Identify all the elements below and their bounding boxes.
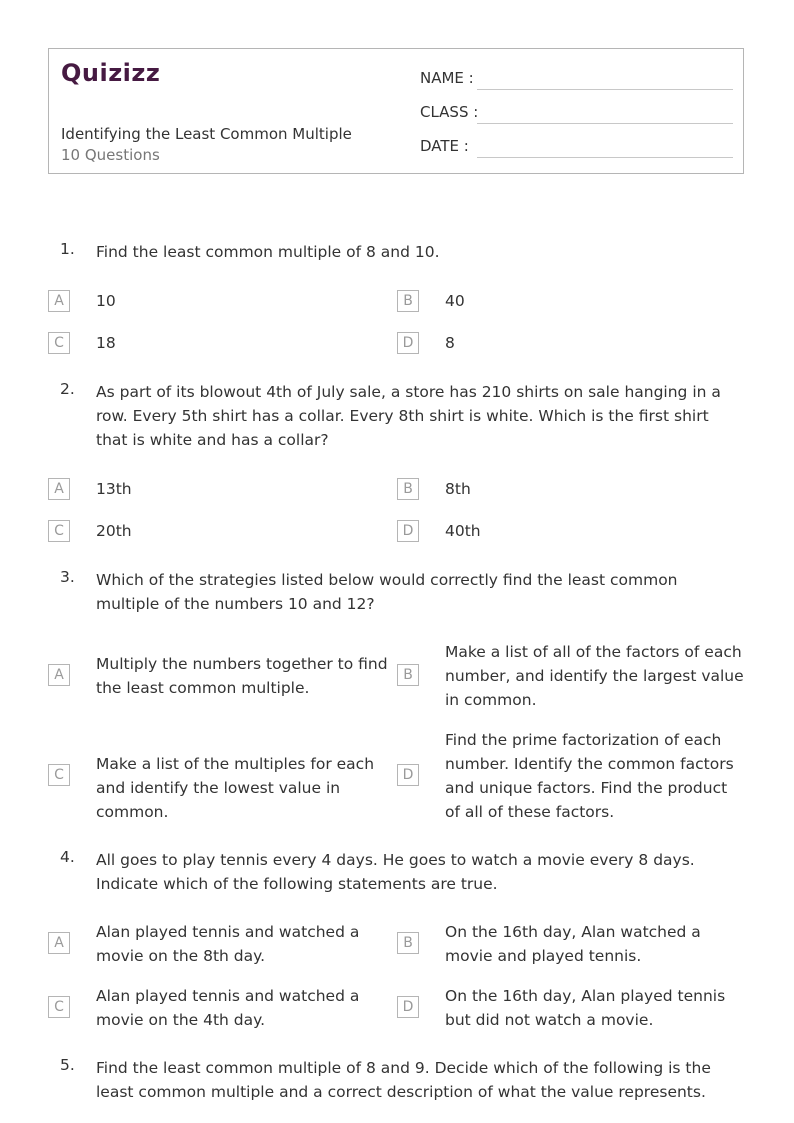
- option-letter[interactable]: A: [48, 932, 70, 954]
- option-letter[interactable]: D: [397, 332, 419, 354]
- option-text: 40: [445, 292, 465, 310]
- option-text: 20th: [96, 522, 132, 540]
- option-letter[interactable]: B: [397, 290, 419, 312]
- question-text: All goes to play tennis every 4 days. He goes to watch a movie every 8 days. Indicate which of the following statements are true.: [96, 851, 695, 893]
- question-number: 2.: [60, 380, 75, 398]
- name-line[interactable]: [477, 89, 733, 90]
- option-letter[interactable]: C: [48, 520, 70, 542]
- option-text: Make a list of the multiples for each and identify the lowest value in common.: [96, 755, 375, 821]
- option-letter[interactable]: D: [397, 764, 419, 786]
- option-letter[interactable]: D: [397, 520, 419, 542]
- option-letter[interactable]: B: [397, 932, 419, 954]
- option-text: Find the prime factorization of each number. Identify the common factors and unique factors. Find the product of all of these factors.: [445, 731, 734, 821]
- worksheet-title: Identifying the Least Common Multiple: [61, 125, 352, 143]
- question-text: Find the least common multiple of 8 and 9. Decide which of the following is the least common multiple and a correct description of what the value represents.: [96, 1059, 711, 1101]
- question-number: 3.: [60, 568, 75, 586]
- option-text: On the 16th day, Alan watched a movie and played tennis.: [445, 923, 701, 965]
- date-label: DATE :: [420, 137, 469, 155]
- option-letter[interactable]: A: [48, 478, 70, 500]
- question-text: Find the least common multiple of 8 and 10.: [96, 243, 440, 261]
- option-text: 13th: [96, 480, 132, 498]
- quizizz-logo: Quizizz: [61, 59, 161, 87]
- option-text: 18: [96, 334, 116, 352]
- option-letter[interactable]: C: [48, 332, 70, 354]
- option-text: 8th: [445, 480, 471, 498]
- option-letter[interactable]: D: [397, 996, 419, 1018]
- class-label: CLASS :: [420, 103, 479, 121]
- question-number: 4.: [60, 848, 75, 866]
- date-line[interactable]: [477, 157, 733, 158]
- option-letter[interactable]: C: [48, 996, 70, 1018]
- question-text: Which of the strategies listed below would correctly find the least common multiple of the numbers 10 and 12?: [96, 571, 678, 613]
- option-text: 10: [96, 292, 116, 310]
- question-number: 5.: [60, 1056, 75, 1074]
- option-text: Alan played tennis and watched a movie on the 8th day.: [96, 923, 360, 965]
- option-letter[interactable]: B: [397, 478, 419, 500]
- option-letter[interactable]: A: [48, 664, 70, 686]
- option-letter[interactable]: B: [397, 664, 419, 686]
- option-text: 40th: [445, 522, 481, 540]
- option-letter[interactable]: C: [48, 764, 70, 786]
- question-count: 10 Questions: [61, 146, 160, 164]
- class-line[interactable]: [477, 123, 733, 124]
- option-text: Make a list of all of the factors of each number, and identify the largest value in common.: [445, 643, 744, 709]
- option-text: On the 16th day, Alan played tennis but did not watch a movie.: [445, 987, 726, 1029]
- question-number: 1.: [60, 240, 75, 258]
- question-text: As part of its blowout 4th of July sale, a store has 210 shirts on sale hanging in a row. Every 5th shirt has a collar. Every 8th shirt is white. Which is the first shirt that is white and has a collar?: [96, 383, 721, 449]
- option-letter[interactable]: A: [48, 290, 70, 312]
- option-text: Multiply the numbers together to find the least common multiple.: [96, 655, 388, 697]
- option-text: 8: [445, 334, 455, 352]
- worksheet-header: [48, 48, 744, 174]
- name-label: NAME :: [420, 69, 474, 87]
- option-text: Alan played tennis and watched a movie on the 4th day.: [96, 987, 360, 1029]
